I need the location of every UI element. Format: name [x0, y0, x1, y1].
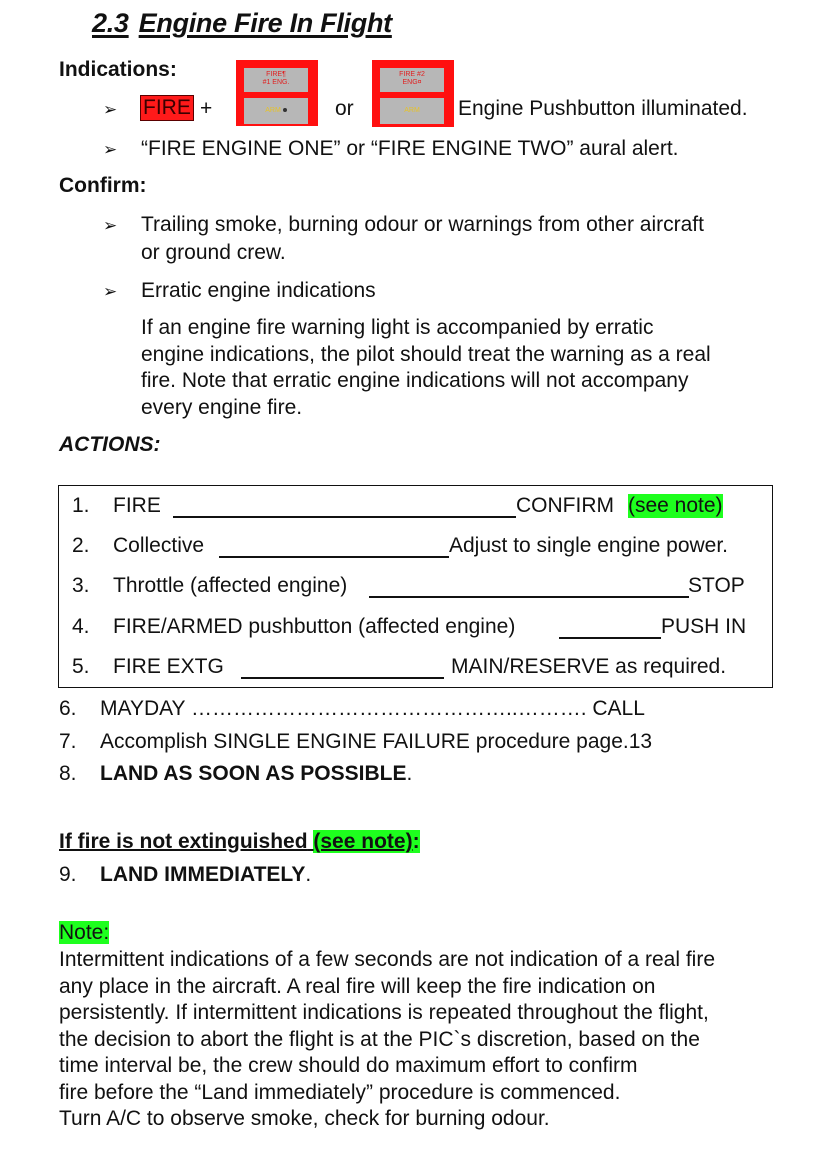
or-text: or — [335, 97, 354, 120]
section-number: 2.3 — [92, 8, 129, 38]
arrow-bullet-icon: ➢ — [103, 140, 118, 159]
indications-heading: Indications: — [59, 58, 177, 81]
leader-line — [369, 596, 689, 598]
pushbutton-illuminated-text: Engine Pushbutton illuminated. — [458, 97, 748, 120]
confirm-heading: Confirm: — [59, 174, 147, 197]
confirm-item-2: ➢ Erratic engine indications — [103, 278, 376, 306]
page-title — [92, 8, 392, 39]
leader-line — [219, 556, 449, 558]
see-note-highlight: (see note) — [628, 494, 723, 517]
plus-sign: + — [200, 97, 213, 120]
checklist-step-3: 3. Throttle (affected engine) STOP — [72, 574, 745, 597]
pushbutton-2-fire-label: FIRE #2 ENG¤ — [380, 68, 444, 92]
erratic-indications-detail: If an engine fire warning light is accompanied by erratic engine indications, the pilot should treat the warning as a real fire. Note that erratic engine indications will not accompany every engine fire. — [141, 316, 711, 419]
arrow-bullet-icon: ➢ — [103, 100, 118, 119]
checklist-step-5: 5. FIRE EXTG MAIN/RESERVE as required. — [72, 655, 727, 678]
pushbutton-1-arm-label: ARM — [244, 98, 308, 124]
note-body: Intermittent indications of a few seconds are not indication of a real fire any place in the aircraft. A real fire will keep the fire indication on persistently. If intermittent indications is repeated throughout the flight, the decision to abort the flight is at the PIC`s discretion, based on the time interval be, the crew should do maximum effort to confirm fire before the “Land immediately” procedure is commenced. Turn A/C to observe smoke, check for burning odour. — [59, 948, 716, 1130]
arrow-bullet-icon: ➢ — [103, 282, 118, 301]
checklist-step-1: 1. FIRE CONFIRM (see note) — [72, 494, 723, 517]
step-6: 6. MAYDAY ………………………………………..………. CALL — [59, 697, 645, 720]
step-9: 9. LAND IMMEDIATELY. — [59, 863, 312, 886]
indication-item-2: ➢ “FIRE ENGINE ONE” or “FIRE ENGINE TWO” aural alert. — [103, 136, 679, 163]
indication-item-1 — [103, 96, 141, 122]
step-8: 8. LAND AS SOON AS POSSIBLE. — [59, 762, 413, 785]
checklist-step-2: 2. Collective Adjust to single engine power. — [72, 534, 729, 557]
leader-line — [173, 516, 516, 518]
not-extinguished-heading: If fire is not extinguished (see note): — [59, 830, 420, 853]
step-7: 7. Accomplish SINGLE ENGINE FAILURE procedure page.13 — [59, 730, 653, 753]
fire-warning-badge: FIRE — [140, 95, 194, 121]
engine-1-fire-pushbutton-image — [236, 60, 318, 126]
see-note-highlight: (see note) — [313, 830, 413, 853]
section-title: Engine Fire In Flight — [138, 8, 392, 38]
leader-line — [241, 677, 444, 679]
arrow-bullet-icon: ➢ — [103, 216, 118, 235]
actions-heading: ACTIONS: — [59, 433, 161, 456]
confirm-item-1: ➢ Trailing smoke, burning odour or warnings from other aircraft or ground crew. — [103, 213, 704, 264]
note-label: Note: — [59, 921, 110, 944]
actions-checklist-box — [58, 485, 773, 688]
indicator-dot-icon — [283, 108, 287, 112]
pushbutton-2-arm-label: ARM — [380, 98, 444, 124]
engine-2-fire-pushbutton-image — [372, 60, 454, 127]
checklist-step-4: 4. FIRE/ARMED pushbutton (affected engine) PUSH IN — [72, 615, 747, 638]
leader-line — [559, 637, 661, 639]
pushbutton-1-fire-label: FIRE¶ #1 ENG. — [244, 68, 308, 92]
